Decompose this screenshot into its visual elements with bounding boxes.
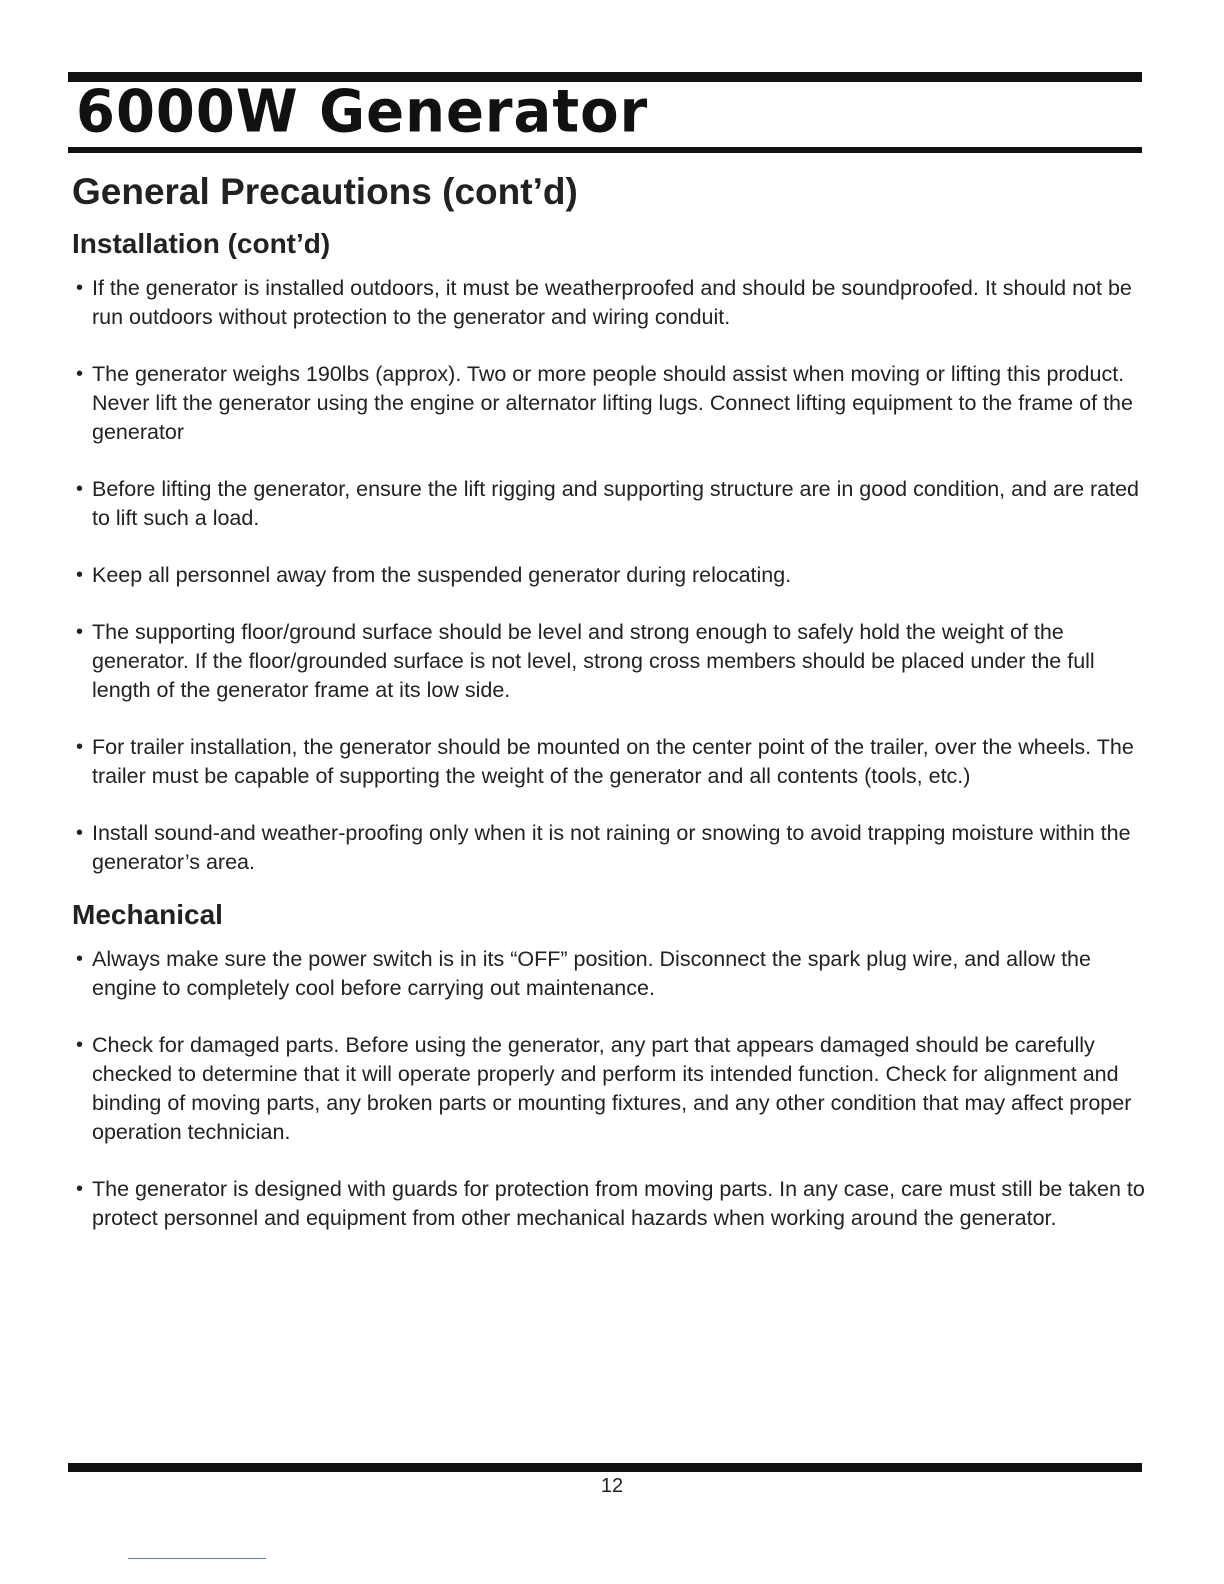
list-item: • The generator weighs 190lbs (approx). Two or more people should assist when moving or lifting this product. Never lift the generator using the engine or alternator lifting lugs. Connect lifting equipment to the frame of the generator (72, 360, 1157, 447)
list-item: • The generator is designed with guards for protection from moving parts. In any case, care must still be taken to protect personnel and equipment from other mechanical hazards when working around the generator. (72, 1175, 1157, 1233)
mechanical-list (72, 945, 1157, 1233)
list-item: • Before lifting the generator, ensure the lift rigging and supporting structure are in good condition, and are rated to lift such a load. (72, 475, 1157, 533)
installation-list (72, 274, 1157, 877)
list-item: • For trailer installation, the generator should be mounted on the center point of the trailer, over the wheels. The trailer must be capable of supporting the weight of the generator and all contents (tools, etc.) (72, 733, 1157, 791)
page-content (72, 168, 1157, 1251)
list-item: • Install sound-and weather-proofing only when it is not raining or snowing to avoid trapping moisture within the generator’s area. (72, 819, 1157, 877)
list-item: • If the generator is installed outdoors, it must be weatherproofed and should be soundproofed. It should not be run outdoors without protection to the generator and wiring conduit. (72, 274, 1157, 332)
header-bottom-rule (68, 147, 1142, 153)
section-title: General Precautions (cont’d) (72, 171, 578, 212)
installation-heading: Installation (cont’d) (72, 228, 331, 259)
list-item: • Keep all personnel away from the suspended generator during relocating. (72, 561, 1157, 590)
list-item: • Check for damaged parts. Before using the generator, any part that appears damaged should be carefully checked to determine that it will operate properly and perform its intended function. Check for alignment and binding of moving parts, any broken parts or mounting fixtures, and any other condition that may affect proper operation technician. (72, 1031, 1157, 1147)
footer-link-underline (128, 1558, 266, 1559)
mechanical-heading: Mechanical (72, 899, 223, 930)
footer-rule (68, 1463, 1142, 1472)
list-item: • The supporting floor/ground surface should be level and strong enough to safely hold the weight of the generator. If the floor/grounded surface is not level, strong cross members should be placed under the full length of the generator frame at its low side. (72, 618, 1157, 705)
page-number: 12 (600, 1475, 624, 1497)
product-title: 6000W Generator (76, 78, 649, 147)
list-item: • Always make sure the power switch is in its “OFF” position. Disconnect the spark plug wire, and allow the engine to completely cool before carrying out maintenance. (72, 945, 1157, 1003)
